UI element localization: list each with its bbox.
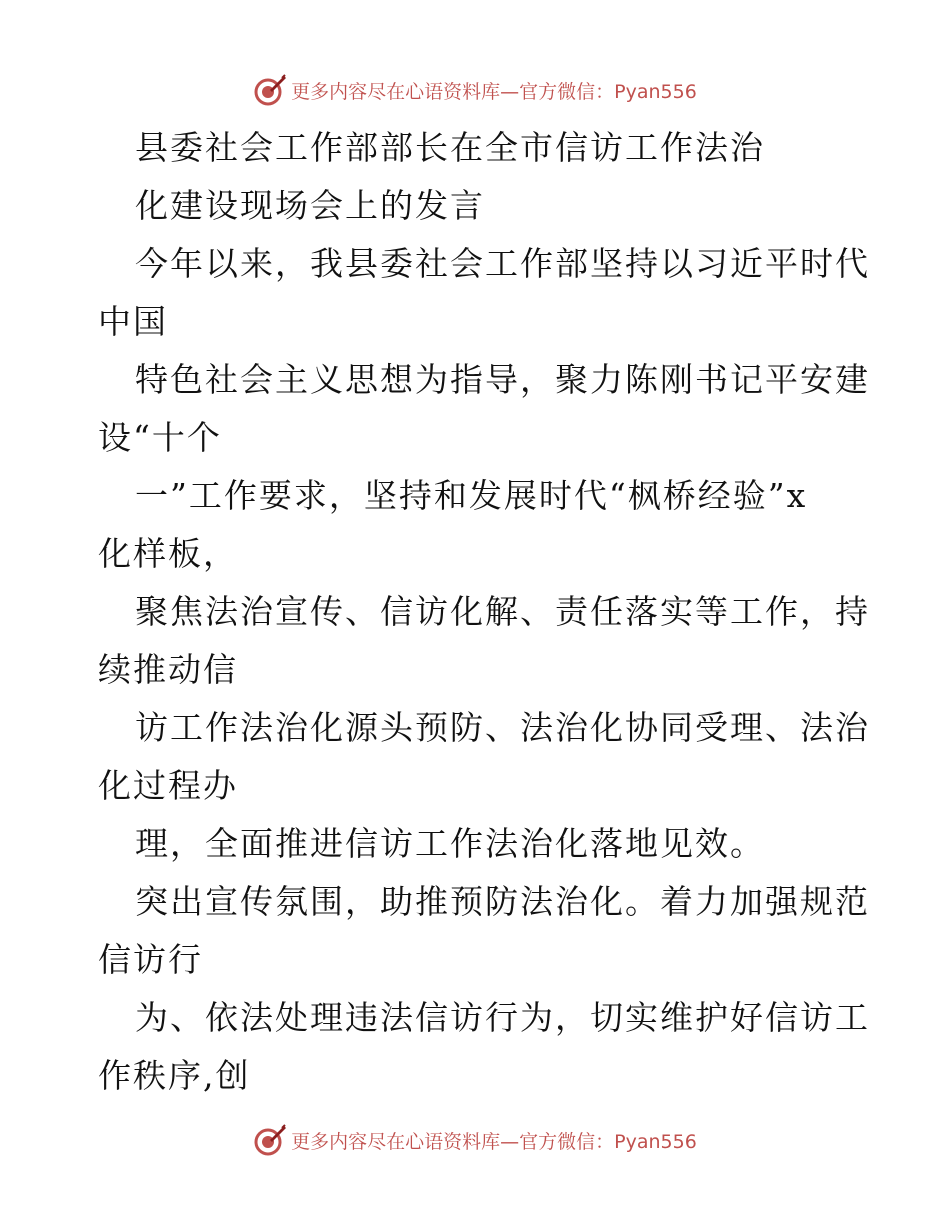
paragraph-line: 作秩序,创 bbox=[98, 1056, 251, 1095]
paragraph-line: 化样板， bbox=[98, 534, 238, 573]
title-line-2: 化建设现场会上的发言 bbox=[135, 186, 485, 225]
paragraph-line: 特色社会主义思想为指导，聚力陈刚书记平安建 bbox=[135, 360, 870, 399]
paragraph-line: 为、依法处理违法信访行为，切实维护好信访工 bbox=[135, 998, 870, 1037]
header-banner-text: 更多内容尽在心语资料库—官方微信：Pyan556 bbox=[291, 80, 697, 103]
footer-banner bbox=[0, 1120, 950, 1160]
paragraph-line: 今年以来，我县委社会工作部坚持以习近平时代 bbox=[135, 244, 870, 283]
paragraph-line: 理，全面推进信访工作法治化落地见效。 bbox=[135, 824, 765, 863]
paragraph-line: 聚焦法治宣传、信访化解、责任落实等工作，持 bbox=[135, 592, 870, 631]
footer-banner-content bbox=[253, 1123, 697, 1157]
paragraph-line: 续推动信 bbox=[98, 650, 238, 689]
paragraph-line: 信访行 bbox=[98, 940, 203, 979]
title-line-1: 县委社会工作部部长在全市信访工作法治 bbox=[135, 128, 765, 167]
footer-banner-text: 更多内容尽在心语资料库—官方微信：Pyan556 bbox=[291, 1130, 697, 1153]
quill-seal-icon bbox=[253, 1123, 287, 1157]
paragraph-line: 化过程办 bbox=[98, 766, 238, 805]
paragraph-line: 访工作法治化源头预防、法治化协同受理、法治 bbox=[135, 708, 870, 747]
paragraph-line: 设“十个 bbox=[98, 418, 222, 457]
paragraph-line: 中国 bbox=[98, 302, 168, 341]
paragraph-line: 突出宣传氛围，助推预防法治化。着力加强规范 bbox=[135, 882, 870, 921]
paragraph-line: 一”工作要求，坚持和发展时代“枫桥经验”x bbox=[135, 476, 808, 515]
